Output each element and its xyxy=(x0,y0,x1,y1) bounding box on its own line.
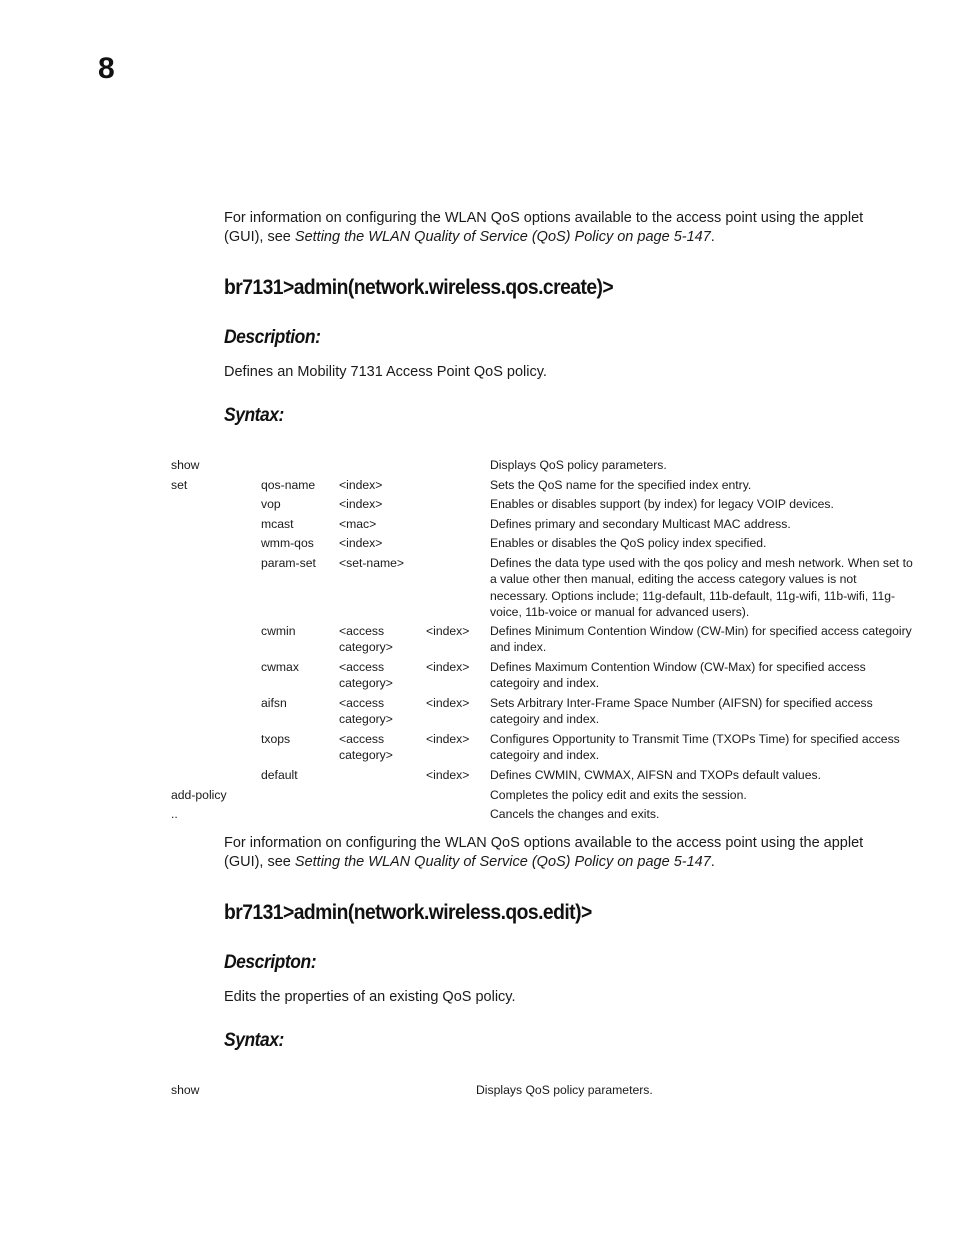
argument-cell: <access category> xyxy=(339,623,393,655)
command-cell: .. xyxy=(171,807,178,822)
table-row xyxy=(171,496,916,516)
syntax-heading: Syntax: xyxy=(224,1030,284,1051)
subcommand-cell: mcast xyxy=(261,516,294,531)
subcommand-cell: cwmin xyxy=(261,623,296,638)
argument-cell: <access category> xyxy=(339,659,393,691)
syntax-table-edit xyxy=(171,1082,916,1102)
index-cell: <index> xyxy=(426,731,470,746)
table-row xyxy=(171,659,916,695)
description-cell: Cancels the changes and exits. xyxy=(490,807,660,822)
table-row xyxy=(171,516,916,536)
intro-paragraph xyxy=(224,209,904,247)
description-cell: Defines the data type used with the qos policy and mesh network. When set to a value other then manual, editing the access category values is not necessary. Options include; 11g-default, 11b-default, 11g-wifi, 11b-wifi, 11g-voice, 11b-voice or manual for advanced users). xyxy=(490,555,913,620)
description-cell: Defines CWMIN, CWMAX, AIFSN and TXOPs default values. xyxy=(490,767,821,782)
subcommand-cell: wmm-qos xyxy=(261,536,314,551)
subcommand-cell: default xyxy=(261,767,298,782)
table-row xyxy=(171,731,916,767)
argument-cell: <access category> xyxy=(339,731,393,763)
description-cell: Completes the policy edit and exits the session. xyxy=(490,787,747,802)
mid-cross-reference[interactable]: Setting the WLAN Quality of Service (QoS) Policy on page 5-147 xyxy=(294,854,711,870)
description-text: Defines an Mobility 7131 Access Point QoS policy. xyxy=(224,364,547,380)
argument-cell: <index> xyxy=(339,536,383,551)
table-row xyxy=(171,787,916,807)
section-title-edit: br7131>admin(network.wireless.qos.edit)> xyxy=(224,901,592,924)
intro-text: For information on configuring the WLAN QoS options available to the access point using the applet (GUI), see xyxy=(224,210,864,245)
table-row xyxy=(171,477,916,497)
mid-paragraph xyxy=(224,834,904,872)
index-cell: <index> xyxy=(426,695,470,710)
index-cell: <index> xyxy=(426,767,470,782)
argument-cell: <mac> xyxy=(339,516,377,531)
mid-suffix: . xyxy=(710,854,715,870)
subcommand-cell: qos-name xyxy=(261,477,316,492)
description-cell: Sets Arbitrary Inter-Frame Space Number (AIFSN) for specified access categoiry and index. xyxy=(490,695,873,727)
description-cell: Displays QoS policy parameters. xyxy=(476,1083,653,1097)
command-cell: show xyxy=(171,458,200,472)
argument-cell: <index> xyxy=(339,477,383,492)
command-cell: add-policy xyxy=(171,787,227,802)
description-cell: Defines Maximum Contention Window (CW-Max) for specified access categoiry and index. xyxy=(490,659,866,691)
description-cell: Configures Opportunity to Transmit Time (TXOPs Time) for specified access categoiry and index. xyxy=(490,731,900,763)
mid-text: For information on configuring the WLAN QoS options available to the access point using the applet (GUI), see xyxy=(224,835,864,870)
table-row xyxy=(171,695,916,731)
subcommand-cell: param-set xyxy=(261,555,316,570)
description-cell: Sets the QoS name for the specified index entry. xyxy=(490,477,752,492)
table-row xyxy=(171,555,916,623)
command-cell: set xyxy=(171,477,188,492)
intro-suffix: . xyxy=(710,229,715,245)
command-cell: show xyxy=(171,1083,200,1097)
description-cell: Defines Minimum Contention Window (CW-Min) for specified access categoiry and index. xyxy=(490,623,912,655)
table-row xyxy=(171,767,916,787)
description-heading: Descripton: xyxy=(224,952,317,973)
intro-cross-reference[interactable]: Setting the WLAN Quality of Service (QoS) Policy on page 5-147 xyxy=(294,229,711,245)
description-cell: Enables or disables the QoS policy index specified. xyxy=(490,536,767,551)
subcommand-cell: txops xyxy=(261,731,291,746)
syntax-heading: Syntax: xyxy=(224,405,284,426)
section-title-create: br7131>admin(network.wireless.qos.create)> xyxy=(224,276,614,299)
description-cell: Displays QoS policy parameters. xyxy=(490,458,667,472)
description-cell: Enables or disables support (by index) for legacy VOIP devices. xyxy=(490,497,834,512)
table-row xyxy=(171,806,916,826)
description-text: Edits the properties of an existing QoS policy. xyxy=(224,989,516,1005)
subcommand-cell: vop xyxy=(261,497,281,512)
description-cell: Defines primary and secondary Multicast MAC address. xyxy=(490,516,791,531)
syntax-table-create xyxy=(171,457,916,826)
description-heading: Description: xyxy=(224,327,321,348)
subcommand-cell: cwmax xyxy=(261,659,299,674)
table-row xyxy=(171,535,916,555)
table-row xyxy=(171,457,916,477)
table-row xyxy=(171,623,916,659)
chapter-number: 8 xyxy=(98,52,115,85)
argument-cell: <access category> xyxy=(339,695,393,727)
argument-cell: <index> xyxy=(339,497,383,512)
subcommand-cell: aifsn xyxy=(261,695,287,710)
table-row xyxy=(171,1082,916,1102)
index-cell: <index> xyxy=(426,659,470,674)
index-cell: <index> xyxy=(426,623,470,638)
argument-cell: <set-name> xyxy=(339,555,405,570)
